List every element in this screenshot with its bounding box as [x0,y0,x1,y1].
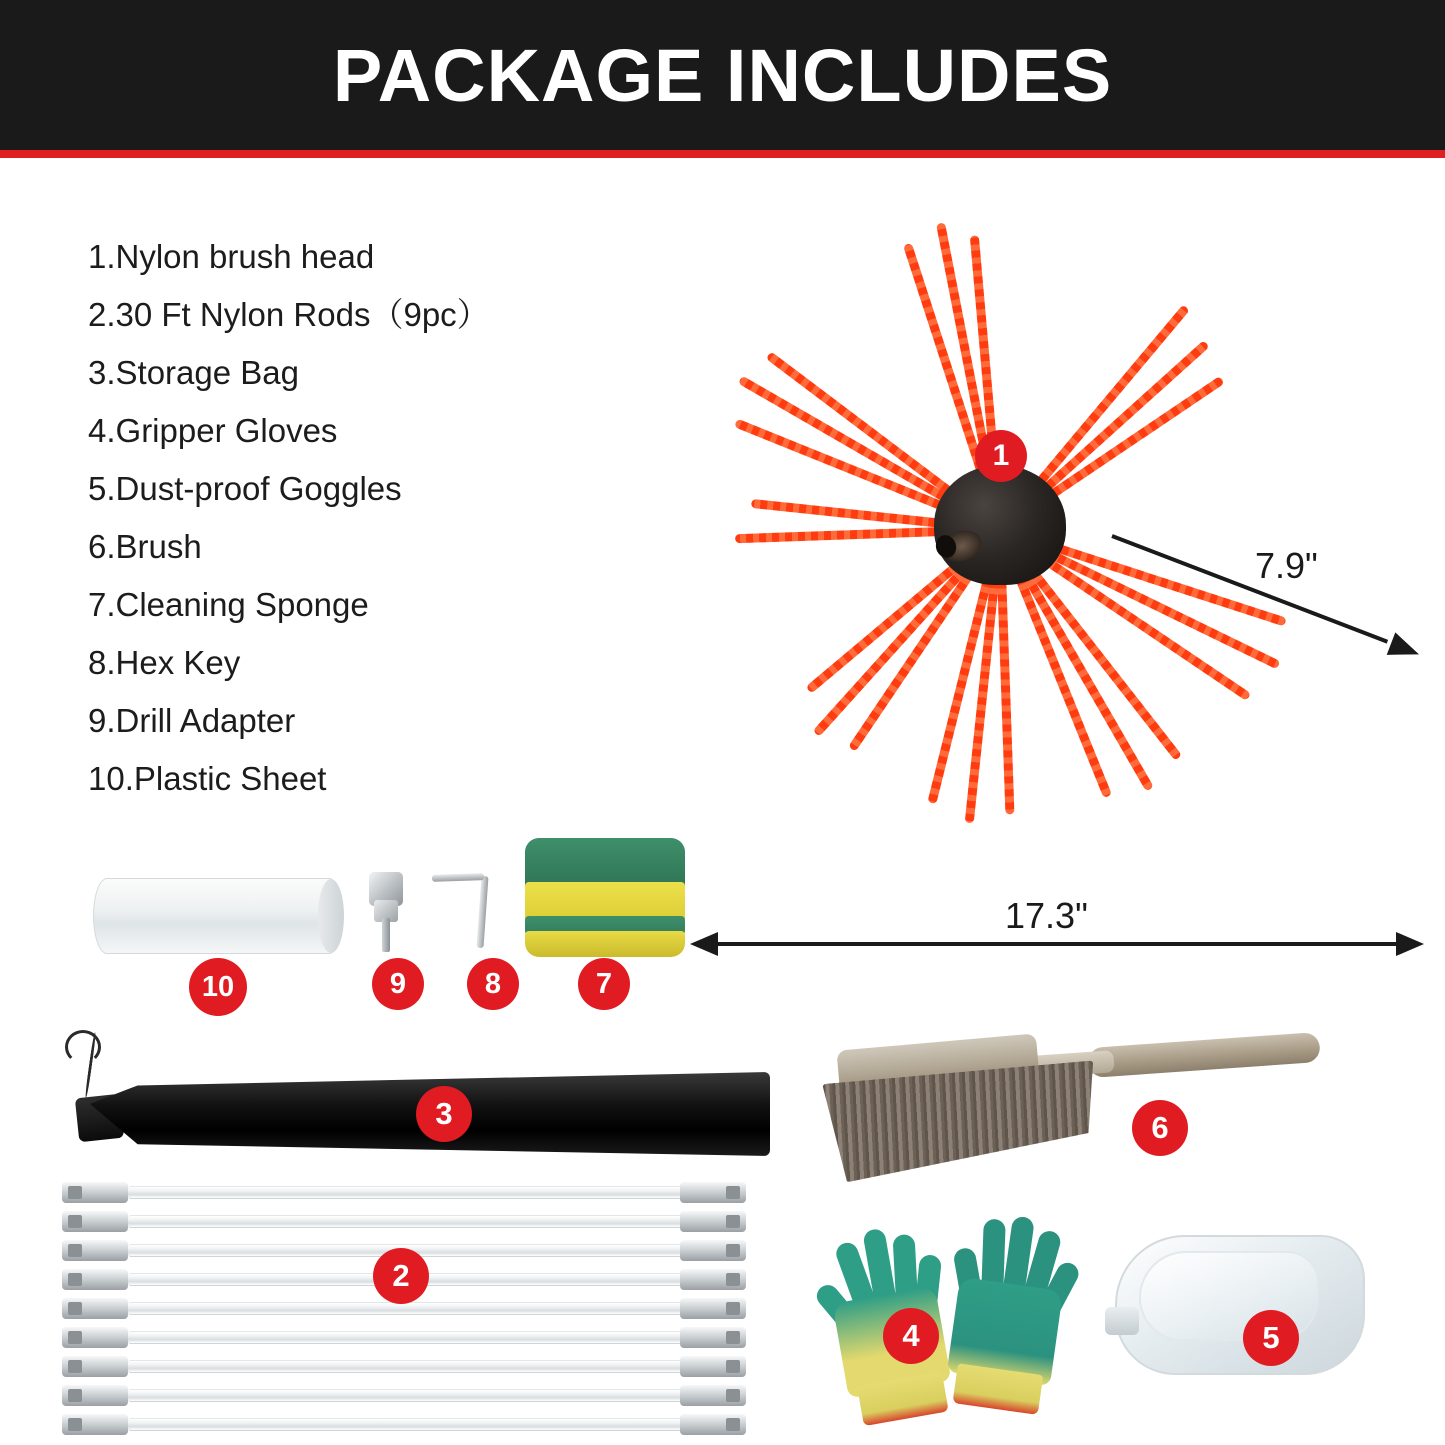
badge-drill-adapter: 9 [372,958,424,1010]
brush-image [820,1020,1340,1190]
list-item: 3.Storage Bag [88,354,299,391]
list-item: 6.Brush [88,528,202,565]
list-item: 8.Hex Key [88,644,241,681]
gripper-gloves-image [830,1200,1090,1440]
width-arrow-head-left [690,932,718,956]
width-dimension-label: 17.3" [1005,895,1088,936]
package-contents-list [88,228,708,808]
list-item: 2.30 Ft Nylon Rods（9pc） [88,296,490,333]
badge-rods: 2 [373,1248,429,1304]
sponge-bottom-yellow-layer [525,931,685,957]
dust-proof-goggles-image [1105,1215,1380,1405]
list-item: 10.Plastic Sheet [88,760,327,797]
list-item: 1.Nylon brush head [88,238,375,275]
width-arrow-head-right [1396,932,1424,956]
list-item: 9.Drill Adapter [88,702,296,739]
badge-plastic-sheet: 10 [189,958,247,1016]
rod-item [58,1414,758,1435]
header-divider [0,150,1445,158]
rod-item [58,1182,758,1203]
plastic-sheet-image [93,878,343,954]
list-item: 5.Dust-proof Goggles [88,470,402,507]
page-title: PACKAGE INCLUDES [332,33,1113,117]
drill-adapter-shaft [382,918,390,952]
badge-sponge: 7 [578,958,630,1010]
nylon-brush-head-image [690,175,1310,875]
rod-item [58,1385,758,1406]
list-item: 4.Gripper Gloves [88,412,338,449]
rod-item [58,1327,758,1348]
rod-item [58,1211,758,1232]
list-item: 7.Cleaning Sponge [88,586,369,623]
nylon-rods-image [58,1178,758,1443]
header-banner [0,0,1445,150]
width-dimension-line [712,942,1402,946]
brush-handle [1087,1032,1321,1078]
storage-bag-image [55,1060,770,1168]
badge-hex-key: 8 [467,958,519,1010]
badge-storage-bag: 3 [416,1086,472,1142]
badge-goggles: 5 [1243,1310,1299,1366]
radius-arrow-head [1387,632,1424,665]
bag-drawstring-loop [65,1030,101,1064]
radius-dimension-label: 7.9" [1255,545,1318,586]
glove-right [937,1203,1084,1418]
hex-key-long-arm [476,876,488,948]
rod-item [58,1356,758,1377]
brush-head-hub [934,465,1066,585]
badge-brush-head: 1 [975,430,1027,482]
badge-brush: 6 [1132,1100,1188,1156]
hex-key-short-arm [432,873,484,882]
goggle-strap-clip [1105,1307,1139,1335]
badge-gloves: 4 [883,1308,939,1364]
